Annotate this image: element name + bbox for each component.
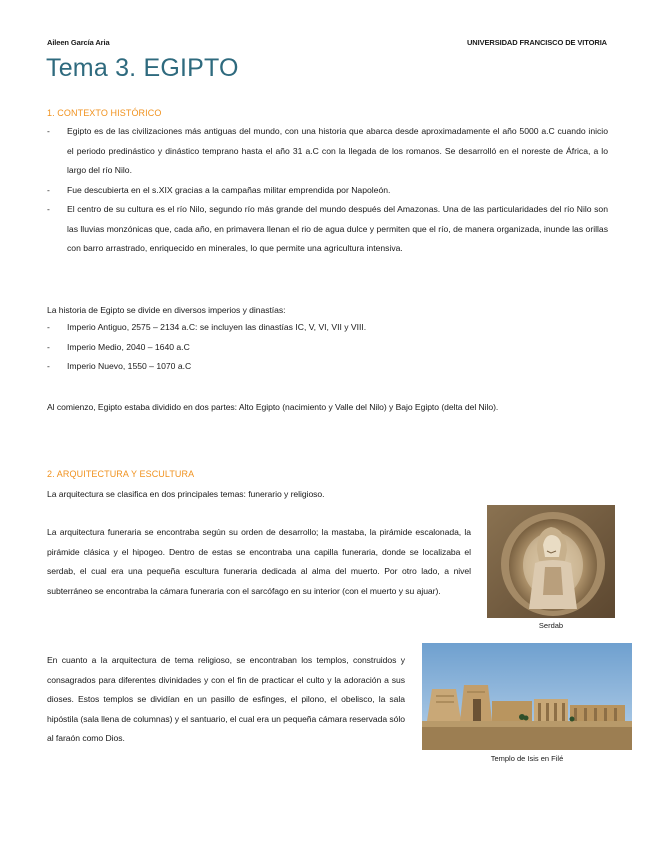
serdab-caption: Serdab <box>538 621 564 630</box>
list-item: - Imperio Antiguo, 2575 – 2134 a.C: se incluyen las dinastías IC, V, VI, VII y VIII. <box>47 318 608 338</box>
list-item: - Egipto es de las civilizaciones más antiguas del mundo, con una historia que abarca desde aproximadamente el año 5000 a.C cuando inicio el periodo predinástico y dinástico temprano hasta el año 31 a.C con la llegada de los romanos. Se desarrolló en el noreste de África, a lo largo del río Nilo. <box>47 122 608 181</box>
dash-marker: - <box>47 184 50 195</box>
dash-marker: - <box>47 126 50 136</box>
university-name: UNIVERSIDAD FRANCISCO DE VITORIA <box>466 38 607 47</box>
funeraria-paragraph: La arquitectura funeraria se encontraba según su orden de desarrollo; la mastaba, la pirámide escalonada, la pirámide clásica y el hipogeo. Dentro de estas se encontraba una capilla funeraria, donde se localizaba el serdab, el cual era una pequeña escultura funeraria dedicada al alma del muerto. Por otro lado, a nivel subterráneo se encontraba la cámara funeraria con el sarcófago en su interior (con el muerto y su ajuar). <box>47 527 471 596</box>
section-heading-contexto: 1. CONTEXTO HISTÓRICO <box>47 108 162 118</box>
list-item: - El centro de su cultura es el río Nilo, segundo río más grande del mundo después del Amazonas. Una de las particularidades del río Nilo son las lluvias monzónicas que, cada año, en primavera llenan el rio de agua dulce y permiten que el río, de manera organizada, inunde las orillas con barro arrastrado, enriquecido en minerales, lo que permite una agricultura intensiva. <box>47 200 608 259</box>
dynasty-intro: La historia de Egipto se divide en diversos imperios y dinastías: <box>47 305 286 315</box>
section-heading-arquitectura: 2. ARQUITECTURA Y ESCULTURA <box>47 469 195 479</box>
list-item: - Imperio Nuevo, 1550 – 1070 a.C <box>47 357 608 377</box>
list-item: - Fue descubierta en el s.XIX gracias a la campañas militar emprendida por Napoleón. <box>47 181 608 201</box>
religiosa-paragraph: En cuanto a la arquitectura de tema religioso, se encontraban los templos, construidos y consagrados para diferentes divinidades y con el fin de practicar el culto y la adoración a sus dioses. Estos templos se dividían en un pasillo de esfinges, el pilono, el obelisco, la sala hipóstila (sala llena de columnas) y el santuario, el cual era un pequeña cámara reservada sólo al faraón como Dios. <box>47 655 405 743</box>
page-title: Tema 3. EGIPTO <box>46 54 239 82</box>
list-item: - Imperio Medio, 2040 – 1640 a.C <box>47 338 608 358</box>
dash-marker: - <box>47 204 50 214</box>
empire-list <box>47 318 608 377</box>
dash-marker: - <box>47 322 50 332</box>
dash-marker: - <box>47 361 50 371</box>
closing-paragraph: Al comienzo, Egipto estaba dividido en dos partes: Alto Egipto (nacimiento y Valle del Nilo) y Bajo Egipto (delta del Nilo). <box>47 402 499 412</box>
temple-caption: Templo de Isis en Filé <box>490 754 564 763</box>
dash-marker: - <box>47 341 50 352</box>
serdab-photo <box>487 505 615 618</box>
history-bullet-list <box>47 122 608 259</box>
temple-photo <box>422 643 632 750</box>
architecture-intro: La arquitectura se clasifica en dos principales temas: funerario y religioso. <box>47 489 325 499</box>
author-name: Aileen García Aria <box>47 38 110 47</box>
